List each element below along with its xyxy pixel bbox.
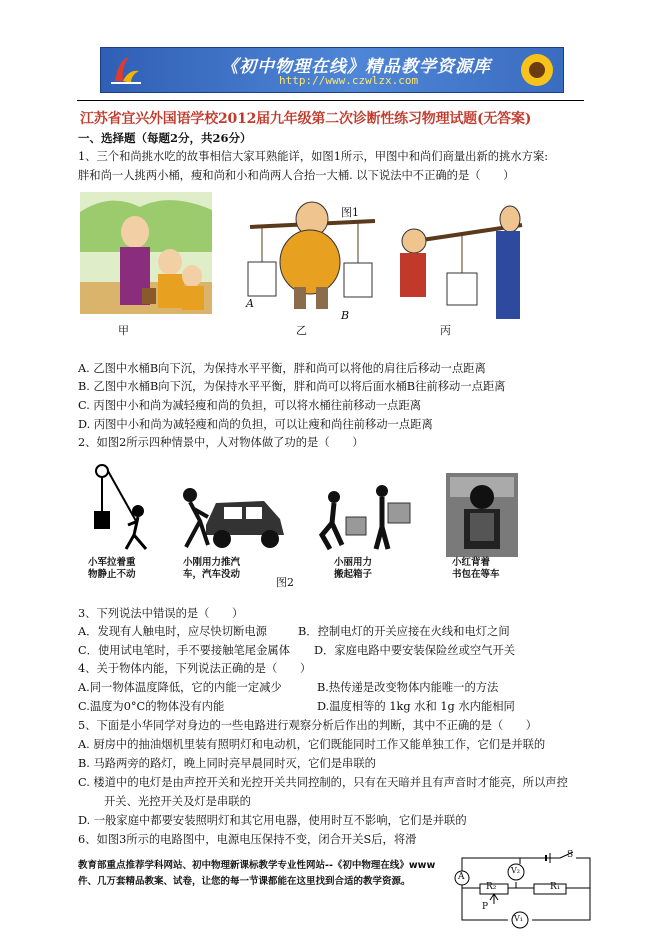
- q3-option-b: B．控制电灯的开关应接在火线和电灯之间: [298, 625, 510, 638]
- figure2-pulling-illustration: [88, 461, 158, 551]
- figure1-caption: 图1: [341, 206, 359, 219]
- q4-option-d: D.温度相等的 1kg 水和 1g 水内能相同: [317, 700, 515, 713]
- figure2-car-illustration: [176, 481, 288, 553]
- q3-option-a: A．发现有人触电时，应尽快切断电源: [78, 625, 267, 638]
- figure1-label-bing: 丙: [440, 324, 451, 337]
- figure1-label-b: B: [341, 309, 350, 322]
- q1-option-a: A. 乙图中水桶B向下沉，为保持水平平衡，胖和尚可以将他的肩往后移动一点距离: [78, 362, 486, 375]
- q1-option-b: B. 乙图中水桶B向下沉，为保持水平平衡，胖和尚可以将后面水桶B往前移动一点距离: [78, 380, 506, 393]
- q3-option-c: C．使用试电笔时，手不要接触笔尾金属体: [78, 644, 290, 657]
- q3-option-d: D．家庭电路中要安装保险丝或空气开关: [314, 644, 516, 657]
- sunflower-icon: [517, 50, 557, 90]
- q6-stem: 6、如图3所示的电路图中，电源电压保持不变，闭合开关S后，将滑: [78, 833, 417, 846]
- q1-stem-line2: 胖和尚一人挑两小桶，瘦和尚和小和尚两人合抬一大桶. 以下说法中不正确的是（ ）: [78, 169, 515, 182]
- figure2-caption-1: 小军拉着重 物静止不动: [88, 557, 136, 580]
- banner-title: 《初中物理在线》精品教学资源库: [221, 57, 491, 77]
- circuit-label-p: P: [482, 902, 489, 912]
- document-title: 江苏省宜兴外国语学校2012届九年级第二次诊断性练习物理试题(无答案): [80, 111, 532, 127]
- q5-stem: 5、下面是小华同学对身边的一些电路进行观察分析后作出的判断，其中不正确的是（ ）: [78, 719, 538, 732]
- q1-option-c: C. 丙图中小和尚为减轻瘦和尚的负担，可以将水桶往前移动一点距离: [78, 399, 422, 412]
- figure2-caption: 图2: [276, 576, 294, 589]
- q1-option-d: D. 丙图中小和尚为减轻瘦和尚的负担，可以让瘦和尚往前移动一点距离: [78, 418, 433, 431]
- q5-option-c-cont: 开关、光控开关及灯是串联的: [104, 795, 251, 808]
- figure2-backpack-illustration: [446, 473, 518, 557]
- q1-stem-line1: 1、三个和尚挑水吃的故事相信大家耳熟能详，如图1所示，甲图中和尚们商量出新的挑水方案:: [78, 150, 549, 163]
- header-banner: [100, 47, 564, 93]
- figure1-label-jia: 甲: [118, 324, 129, 337]
- q3-stem: 3、下列说法中错误的是（ ）: [78, 607, 244, 620]
- q4-option-c: C.温度为0°C的物体没有内能: [78, 700, 225, 713]
- logo-icon: [107, 51, 145, 89]
- q4-stem: 4、关于物体内能，下列说法正确的是（ ）: [78, 662, 312, 675]
- figure1-label-yi: 乙: [296, 324, 307, 337]
- figure2-box-illustration: [308, 483, 414, 551]
- figure1-bing-illustration: [392, 203, 532, 325]
- q5-option-c: C. 楼道中的电灯是由声控开关和光控开关共同控制的，只有在天暗并且有声音时才能亮，所以声控: [78, 776, 568, 789]
- q4-option-a: A.同一物体温度降低，它的内能一定减少: [78, 681, 282, 694]
- q4-option-b: B.热传递是改变物体内能唯一的方法: [317, 681, 499, 694]
- footer-line2: 件、几万套精品教案、试卷，让您的每一节课都能在这里找到合适的教学资源。: [78, 876, 411, 887]
- circuit-diagram: [450, 848, 600, 932]
- circuit-label-v1: V₁: [514, 914, 523, 923]
- figure2-caption-4: 小红背着 书包在等车: [452, 557, 500, 580]
- circuit-label-s: S: [567, 850, 574, 860]
- header-rule: [77, 100, 584, 101]
- footer-line1: 教育部重点推荐学科网站、初中物理新课标教学专业性网站--《初中物理在线》www: [78, 860, 436, 871]
- circuit-label-v2: V₂: [511, 866, 520, 875]
- circuit-label-r2: R₂: [486, 882, 497, 892]
- q5-option-b: B. 马路两旁的路灯，晚上同时亮早晨同时灭，它们是串联的: [78, 757, 376, 770]
- q2-stem: 2、如图2所示四种情景中，人对物体做了功的是（ ）: [78, 436, 364, 449]
- figure1-yi-illustration: [240, 197, 380, 312]
- q5-option-a: A. 厨房中的抽油烟机里装有照明灯和电动机，它们既能同时工作又能单独工作，它们是并联的: [78, 738, 546, 751]
- figure1-jia-illustration: [80, 192, 212, 314]
- section-heading: 一、选择题（每题2分，共26分）: [78, 131, 252, 145]
- banner-url[interactable]: http://www.czwlzx.com: [279, 74, 419, 87]
- figure1-label-a: A: [246, 297, 254, 310]
- circuit-label-r1: R₁: [550, 882, 561, 892]
- figure2-caption-2: 小刚用力推汽 车，汽车没动: [183, 557, 241, 580]
- q5-option-d: D. 一般家庭中都要安装照明灯和其它用电器，使用时互不影响，它们是并联的: [78, 814, 467, 827]
- figure2-caption-3: 小丽用力 搬起箱子: [334, 557, 373, 580]
- circuit-label-a: A: [458, 872, 465, 882]
